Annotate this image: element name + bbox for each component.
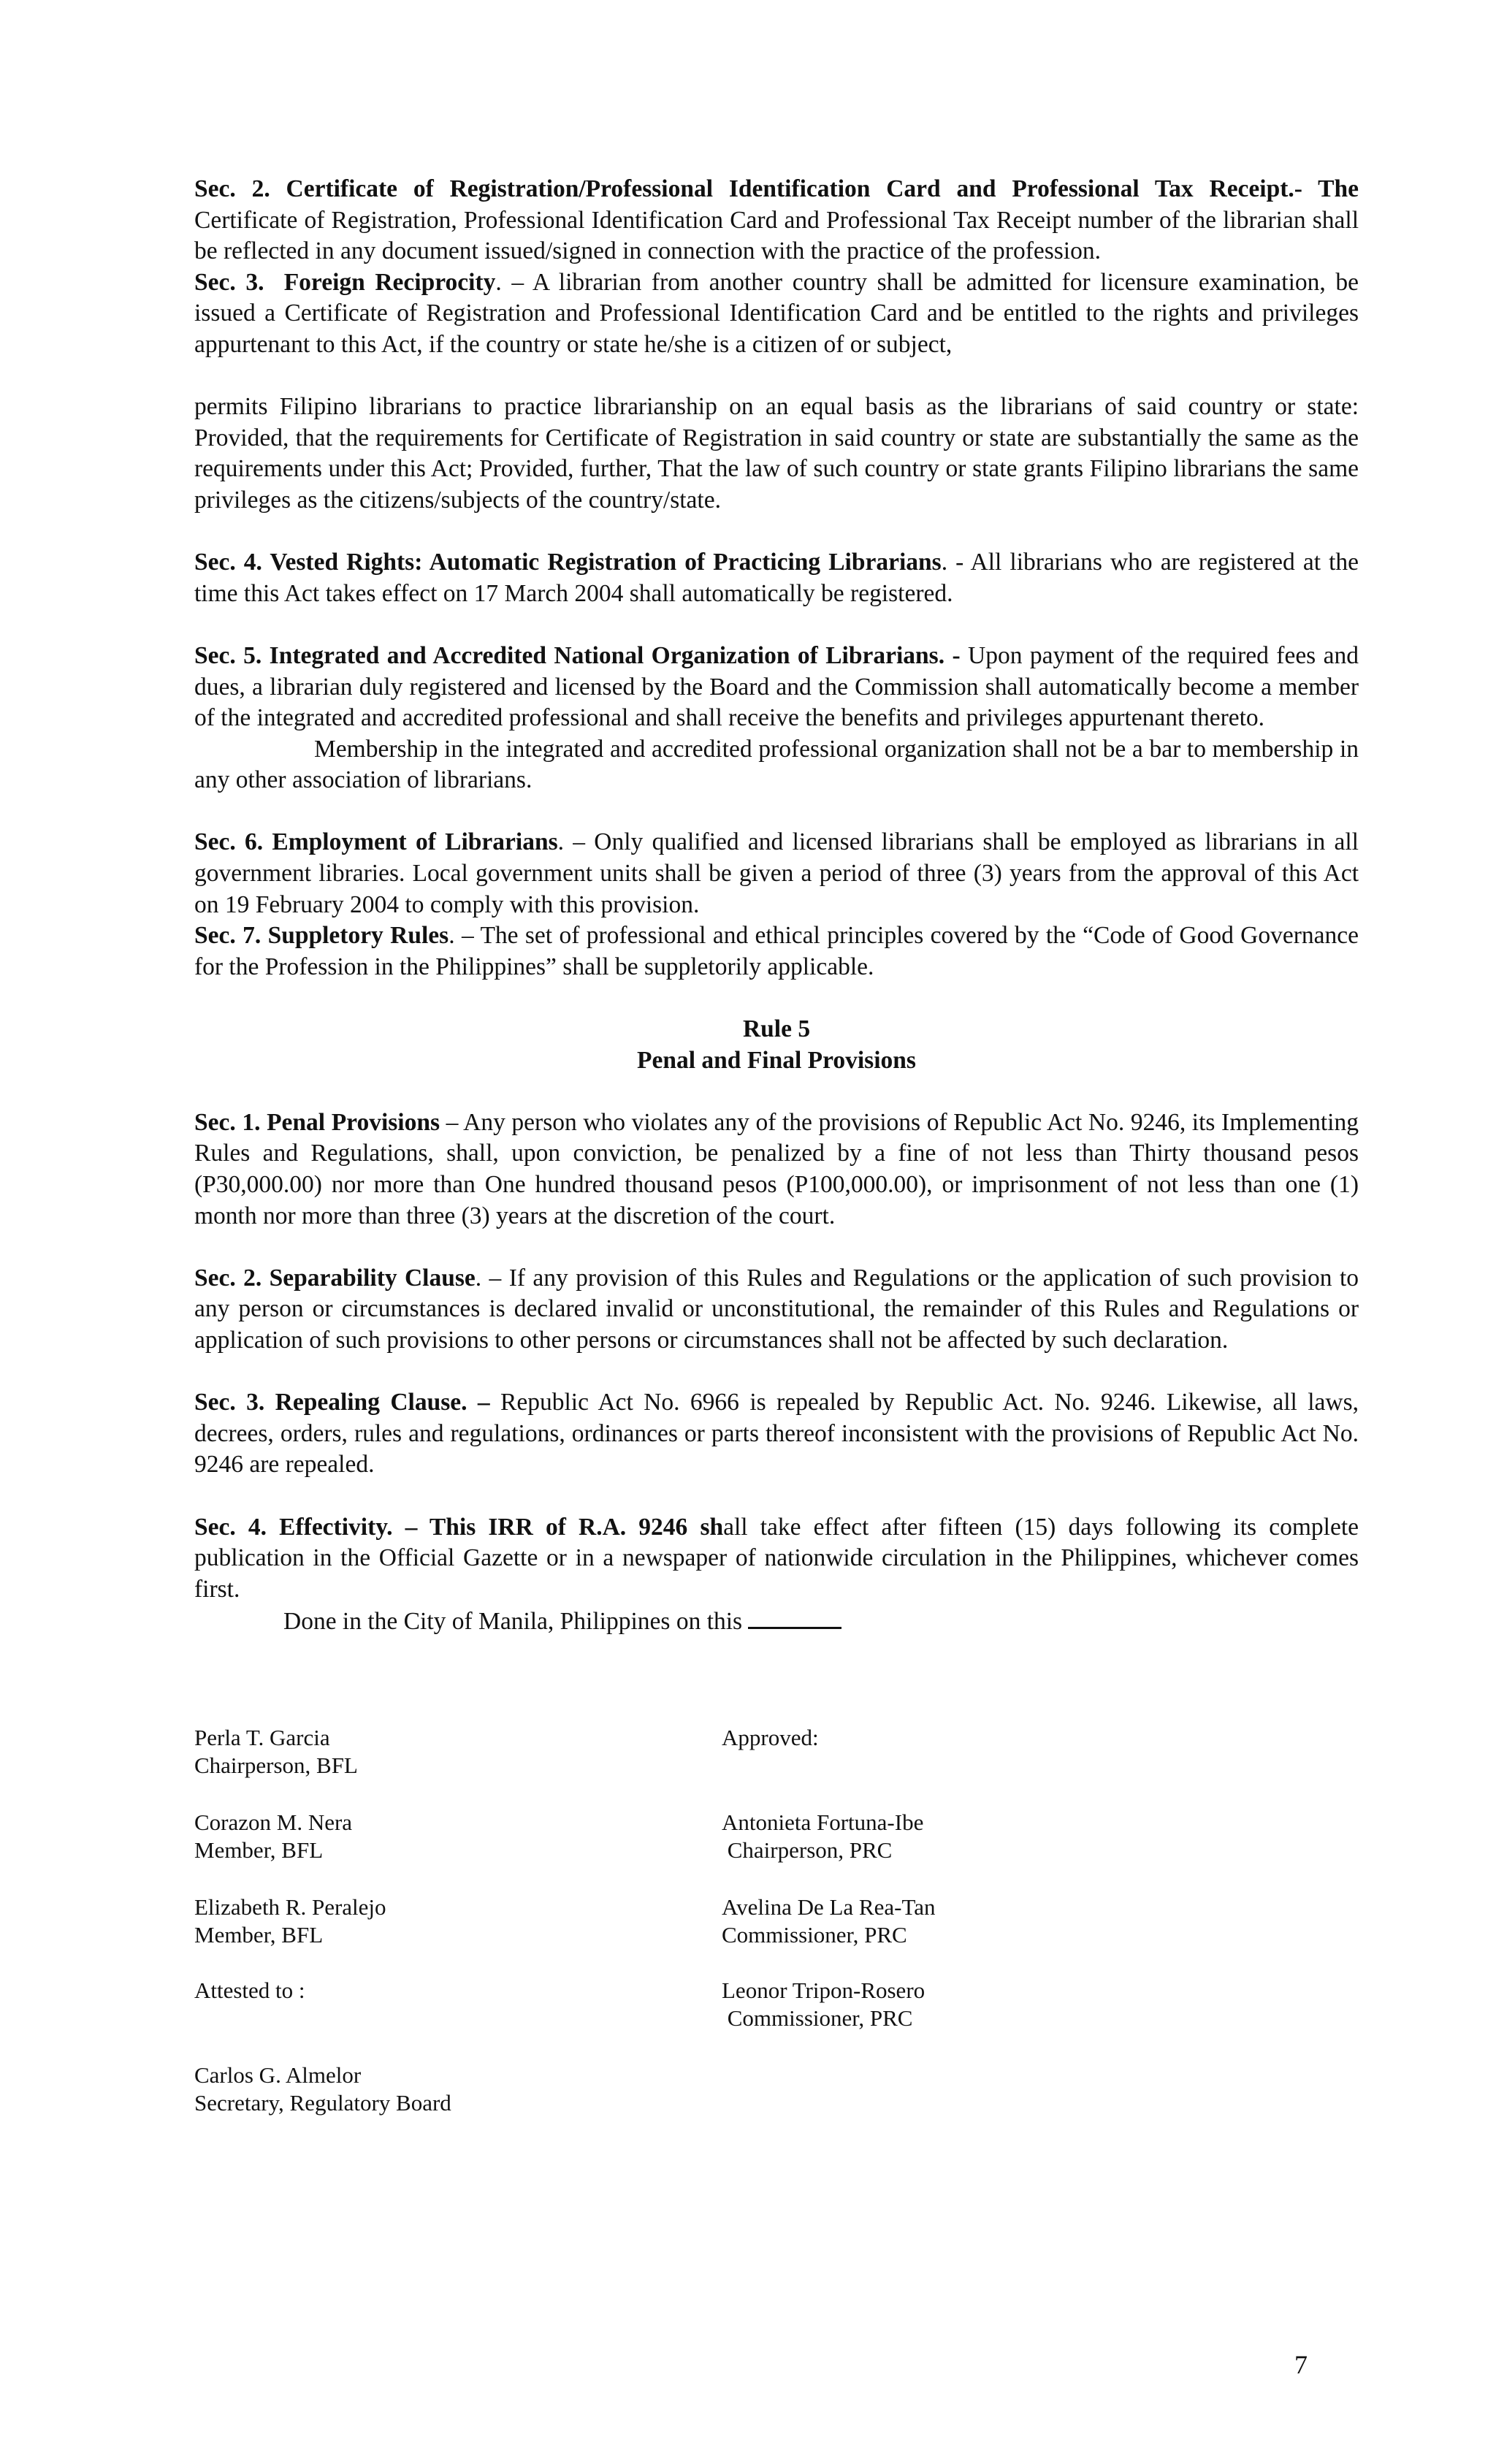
sec2-paragraph: [194, 174, 1359, 267]
signatory-name: Carlos G. Almelor: [194, 2062, 362, 2088]
sec3-paragraph: [194, 267, 1359, 361]
signatory-left-3: [194, 1893, 386, 1949]
signatory-name: Perla T. Garcia: [194, 1725, 330, 1750]
repealing-text: Republic Act No. 6966 is repealed by Republic Act. No. 9246. Likewise, all laws, decrees, orders, rules and regulations, ordinances or parts thereof inconsistent with the provisions of Republic Act No. 9246 are repealed.: [194, 1389, 1359, 1479]
approved-text: Approved:: [722, 1725, 819, 1750]
sec3-title: Foreign Reciprocity: [283, 268, 496, 296]
rule5-subheading: Penal and Final Provisions: [637, 1046, 916, 1074]
effectivity-text: all take effect after fifteen (15) days following its complete publication in the Official Gazette or in a newspaper of nationwide circulation in the Philippines, whichever comes first.: [194, 1513, 1359, 1603]
sec7-text: . – The set of professional and ethical principles covered by the “Code of Good Governance for the Profession in the Philippines” shall be suppletorily applicable.: [194, 922, 1359, 980]
attested-label: [194, 1977, 305, 2005]
sec5-text: Upon payment of the required fees and dues, a librarian duly registered and licensed by the Board and the Commission shall automatically become a member of the integrated and accredited professional and shall receive the benefits and privileges appurtenant thereto.: [194, 641, 1359, 732]
separability-heading: Sec. 2. Separability Clause: [194, 1264, 476, 1292]
repealing-paragraph: [194, 1387, 1359, 1481]
separability-text: . – If any provision of this Rules and Regulations or the application of such provision to any person or circumstances is declared invalid or unconstitutional, the remainder of this Rules and Regulations or application of such provisions to other persons or circumstances shall not be affected by such declaration.: [194, 1264, 1359, 1354]
signatory-title: Member, BFL: [194, 1922, 324, 1948]
separability-paragraph: [194, 1263, 1359, 1357]
sec5-paragraph-2: Membership in the integrated and accredited professional organization shall not be a bar to membership in any other association of librarians.: [194, 735, 1359, 794]
signatory-title: Chairperson, PRC: [722, 1837, 893, 1863]
page-number: 7: [1294, 2350, 1308, 2379]
signatory-title: Commissioner, PRC: [722, 1922, 907, 1948]
signatory-left-5: [194, 2061, 451, 2117]
signatory-left-2: [194, 1809, 352, 1864]
sec6-text: . – Only qualified and licensed librarians shall be employed as librarians in all government libraries. Local government units shall be given a period of three (3) years from the approval of this Act on 19 February 2004 to comply with this provision.: [194, 828, 1359, 918]
document-body: [194, 174, 1359, 1638]
penal-provisions-heading: Sec. 1. Penal Provisions: [194, 1108, 440, 1136]
sec3-text: . – A librarian from another country shall be admitted for licensure examination, be issued a Certificate of Registration and Professional Identification Card and be entitled to the rights and privileges appurtenant to this Act, if the country or state he/she is a citizen of or subject,: [194, 268, 1359, 358]
done-line: [194, 1605, 1359, 1638]
approved-label: [722, 1724, 819, 1752]
sec6-heading: Sec. 6. Employment of Librarians: [194, 828, 558, 856]
penal-provisions-paragraph: [194, 1107, 1359, 1232]
sec2-text: Certificate of Registration, Professional Identification Card and Professional Tax Receipt number of the librarian shall be reflected in any document issued/signed in connection with the practice of the profession.: [194, 206, 1359, 265]
sec4-paragraph: [194, 547, 1359, 609]
sec7-heading: Sec. 7. Suppletory Rules: [194, 922, 449, 950]
signatory-name: Leonor Tripon-Rosero: [722, 1977, 926, 2003]
sec2-heading: Sec. 2. Certificate of Registration/Professional Identification Card and Professional Tax Receipt.- The: [194, 175, 1359, 202]
signatory-title: Secretary, Regulatory Board: [194, 2090, 451, 2116]
effectivity-paragraph: [194, 1512, 1359, 1606]
sec4-text: . - All librarians who are registered at the time this Act takes effect on 17 March 2004 shall automatically be registered.: [194, 549, 1359, 607]
signatory-right-3: [722, 1977, 925, 2032]
sec3-continuation: permits Filipino librarians to practice librarianship on an equal basis as the librarians of said country or state: Provided, that the requirements for Certificate of Registration in said country or state are substantially the same as the requirements under this Act; Provided, further, That the law of such country or state grants Filipino librarians the same privileges as the citizens/subjects of the country/state.: [194, 393, 1359, 514]
signatory-name: Avelina De La Rea-Tan: [722, 1894, 936, 1920]
repealing-heading: Sec. 3. Repealing Clause. –: [194, 1389, 490, 1416]
sec3-label: Sec. 3.: [194, 268, 264, 296]
signatory-title: Commissioner, PRC: [722, 2005, 913, 2031]
effectivity-heading: Sec. 4. Effectivity. – This IRR of R.A. 9246 sh: [194, 1513, 724, 1541]
sec6-paragraph: [194, 827, 1359, 920]
signatory-name: Antonieta Fortuna-Ibe: [722, 1809, 924, 1835]
sec5-heading: Sec. 5. Integrated and Accredited National Organization of Librarians. -: [194, 641, 961, 669]
rule5-heading: Rule 5: [742, 1015, 811, 1043]
sec7-paragraph: [194, 920, 1359, 983]
signatory-right-1: [722, 1809, 923, 1864]
sec5-paragraph: [194, 641, 1359, 734]
done-text: Done in the City of Manila, Philippines on this: [283, 1608, 749, 1636]
sec4-heading: Sec. 4. Vested Rights: Automatic Registration of Practicing Librarians: [194, 549, 942, 576]
signatory-name: Corazon M. Nera: [194, 1809, 353, 1835]
signatory-right-2: [722, 1893, 935, 1949]
date-blank: [748, 1605, 842, 1629]
signatory-title: Member, BFL: [194, 1837, 324, 1863]
signatory-left-1: [194, 1724, 358, 1780]
signatory-name: Elizabeth R. Peralejo: [194, 1894, 386, 1920]
penal-provisions-text: – Any person who violates any of the provisions of Republic Act No. 9246, its Implementing Rules and Regulations, shall, upon conviction, be penalized by a fine of not less than Thirty thousand pesos (P30,000.00) nor more than One hundred thousand pesos (P100,000.00), or imprisonment of not less than one (1) month nor more than three (3) years at the discretion of the court.: [194, 1108, 1359, 1229]
signatory-title: Chairperson, BFL: [194, 1752, 358, 1778]
attested-text: Attested to :: [194, 1977, 305, 2003]
